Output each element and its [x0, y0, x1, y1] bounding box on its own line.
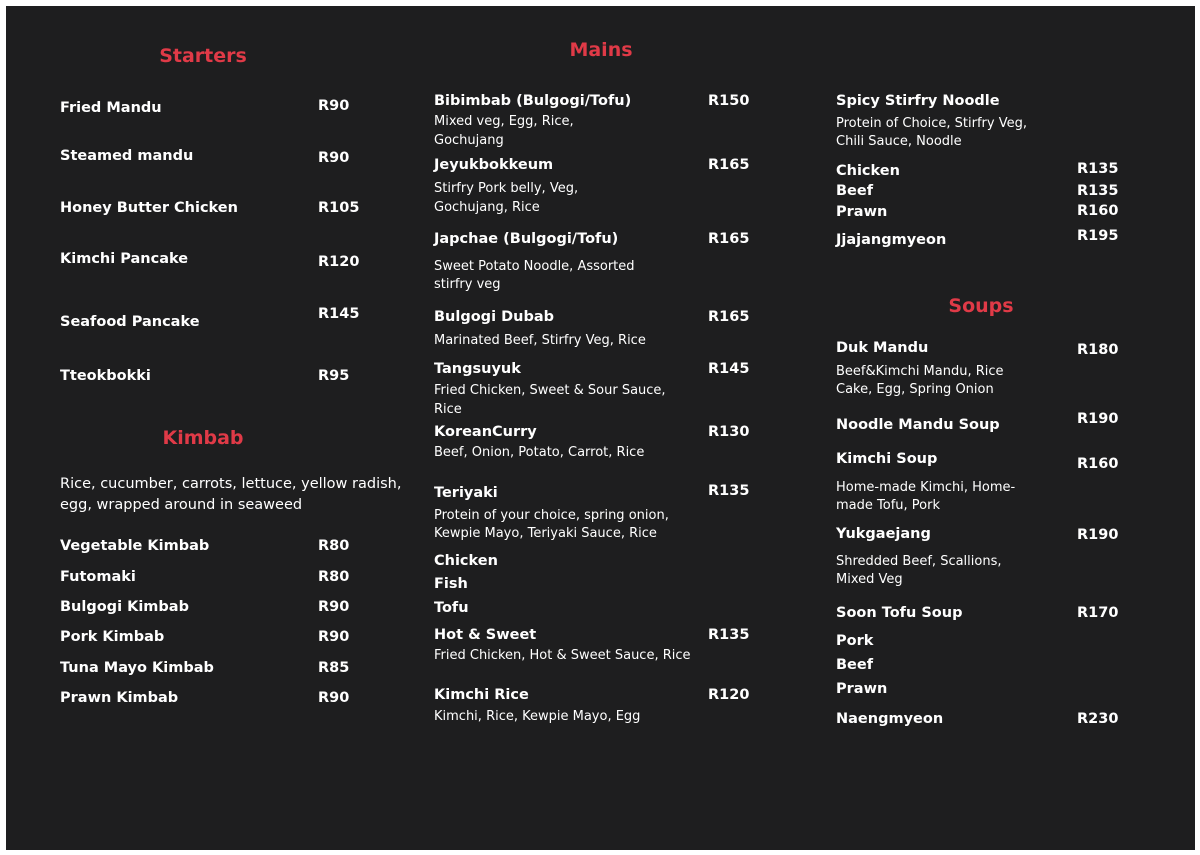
teriyaki-option: Fish	[434, 576, 468, 592]
mains-heading: Mains	[569, 39, 633, 61]
main-item-price: R165	[708, 157, 750, 173]
main-item-name: Kimchi Rice	[434, 687, 529, 703]
noodle-option-name: Prawn	[836, 204, 888, 220]
starter-item-name: Tteokbokki	[60, 368, 151, 384]
main-item-desc: Sweet Potato Noodle, Assorted	[434, 259, 635, 274]
soup-item-price: R180	[1077, 342, 1119, 358]
soup-item-desc: made Tofu, Pork	[836, 498, 940, 513]
kimbab-intro-line: Rice, cucumber, carrots, lettuce, yellow radish,	[60, 476, 402, 492]
soon-tofu-option: Prawn	[836, 681, 888, 697]
noodle-item-price: R195	[1077, 228, 1119, 244]
noodle-item-name: Jjajangmyeon	[836, 232, 947, 248]
main-item-price: R135	[708, 627, 750, 643]
main-item-desc: Rice	[434, 402, 462, 417]
soon-tofu-option: Pork	[836, 633, 874, 649]
starter-item-price: R145	[318, 306, 360, 322]
main-item-name: Japchae (Bulgogi/Tofu)	[434, 231, 619, 247]
soup-item-desc: Mixed Veg	[836, 572, 903, 587]
starter-item-price: R90	[318, 150, 350, 166]
kimbab-item-price: R90	[318, 690, 350, 706]
main-item-desc: Fried Chicken, Hot & Sweet Sauce, Rice	[434, 648, 691, 663]
main-item-desc: Protein of your choice, spring onion,	[434, 508, 669, 523]
kimbab-item-name: Tuna Mayo Kimbab	[60, 660, 214, 676]
noodle-option-price: R135	[1077, 161, 1119, 177]
kimbab-item-price: R90	[318, 629, 350, 645]
starter-item-price: R95	[318, 368, 350, 384]
main-item-desc: Fried Chicken, Sweet & Sour Sauce,	[434, 383, 666, 398]
soup-item-desc: Cake, Egg, Spring Onion	[836, 382, 994, 397]
soup-item-price: R160	[1077, 456, 1119, 472]
starter-item-price: R90	[318, 98, 350, 114]
main-item-name: Bulgogi Dubab	[434, 309, 554, 325]
noodle-item-desc: Protein of Choice, Stirfry Veg,	[836, 116, 1027, 131]
soups-heading: Soups	[948, 295, 1014, 317]
noodle-option-name: Beef	[836, 183, 874, 199]
kimbab-item-name: Prawn Kimbab	[60, 690, 179, 706]
main-item-desc: Gochujang	[434, 133, 504, 148]
kimbab-item-price: R85	[318, 660, 350, 676]
soup-item-name: Soon Tofu Soup	[836, 605, 963, 621]
main-item-price: R150	[708, 93, 750, 109]
soup-item-price: R230	[1077, 711, 1119, 727]
noodle-option-price: R135	[1077, 183, 1119, 199]
kimbab-item-name: Pork Kimbab	[60, 629, 165, 645]
soup-item-desc: Shredded Beef, Scallions,	[836, 554, 1002, 569]
soup-item-desc: Beef&Kimchi Mandu, Rice	[836, 364, 1004, 379]
starter-item-name: Honey Butter Chicken	[60, 200, 238, 216]
soup-item-name: Duk Mandu	[836, 340, 929, 356]
kimbab-item-price: R80	[318, 538, 350, 554]
main-item-desc: Mixed veg, Egg, Rice,	[434, 114, 574, 129]
main-item-desc: Marinated Beef, Stirfry Veg, Rice	[434, 333, 646, 348]
starter-item-price: R105	[318, 200, 360, 216]
starter-item-name: Steamed mandu	[60, 148, 194, 164]
main-item-desc: Kewpie Mayo, Teriyaki Sauce, Rice	[434, 526, 657, 541]
main-item-price: R130	[708, 424, 750, 440]
starter-item-price: R120	[318, 254, 360, 270]
kimbab-item-price: R90	[318, 599, 350, 615]
menu-page	[6, 6, 1195, 850]
teriyaki-option: Chicken	[434, 553, 498, 569]
main-item-price: R135	[708, 483, 750, 499]
kimbab-intro-line: egg, wrapped around in seaweed	[60, 497, 303, 513]
starter-item-name: Kimchi Pancake	[60, 251, 189, 267]
main-item-price: R145	[708, 361, 750, 377]
main-item-name: Jeyukbokkeum	[434, 157, 554, 173]
main-item-desc: stirfry veg	[434, 277, 501, 292]
main-item-name: Hot & Sweet	[434, 627, 537, 643]
teriyaki-option: Tofu	[434, 600, 469, 616]
noodle-option-name: Chicken	[836, 163, 900, 179]
main-item-name: Teriyaki	[434, 485, 498, 501]
main-item-name: KoreanCurry	[434, 424, 537, 440]
soup-item-price: R190	[1077, 527, 1119, 543]
noodle-option-price: R160	[1077, 203, 1119, 219]
main-item-name: Tangsuyuk	[434, 361, 521, 377]
starter-item-name: Seafood Pancake	[60, 314, 200, 330]
main-item-name: Bibimbab (Bulgogi/Tofu)	[434, 93, 632, 109]
noodle-item-name: Spicy Stirfry Noodle	[836, 93, 1000, 109]
kimbab-heading: Kimbab	[162, 427, 244, 449]
soup-item-price: R190	[1077, 411, 1119, 427]
soup-item-name: Naengmyeon	[836, 711, 944, 727]
main-item-price: R120	[708, 687, 750, 703]
kimbab-item-name: Vegetable Kimbab	[60, 538, 210, 554]
kimbab-item-name: Bulgogi Kimbab	[60, 599, 189, 615]
soup-item-name: Kimchi Soup	[836, 451, 938, 467]
soon-tofu-option: Beef	[836, 657, 874, 673]
noodle-item-desc: Chili Sauce, Noodle	[836, 134, 962, 149]
starters-heading: Starters	[159, 45, 247, 67]
soup-item-name: Noodle Mandu Soup	[836, 417, 1000, 433]
soup-item-price: R170	[1077, 605, 1119, 621]
soup-item-name: Yukgaejang	[836, 526, 931, 542]
kimbab-item-name: Futomaki	[60, 569, 136, 585]
main-item-price: R165	[708, 309, 750, 325]
soup-item-desc: Home-made Kimchi, Home-	[836, 480, 1016, 495]
main-item-desc: Stirfry Pork belly, Veg,	[434, 181, 579, 196]
main-item-desc: Beef, Onion, Potato, Carrot, Rice	[434, 445, 645, 460]
main-item-desc: Gochujang, Rice	[434, 200, 540, 215]
starter-item-name: Fried Mandu	[60, 100, 162, 116]
kimbab-item-price: R80	[318, 569, 350, 585]
main-item-price: R165	[708, 231, 750, 247]
main-item-desc: Kimchi, Rice, Kewpie Mayo, Egg	[434, 709, 641, 724]
